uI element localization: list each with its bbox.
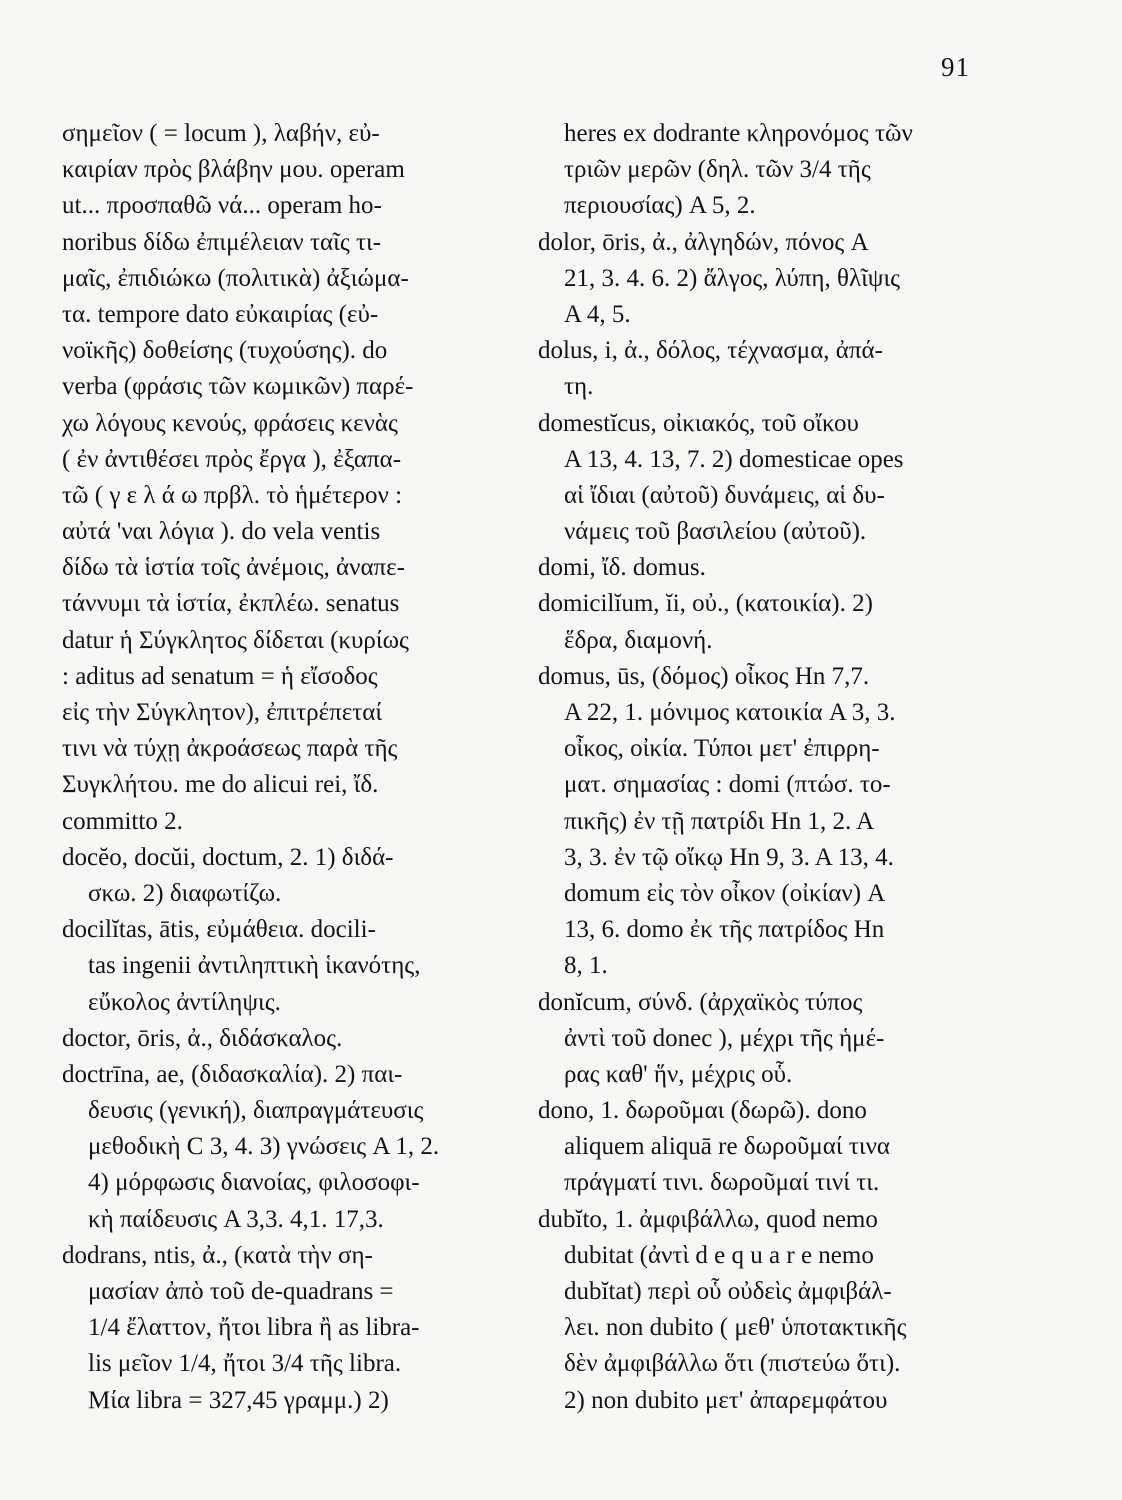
- text-line: heres ex dodrante κληρονόμος τῶν: [564, 120, 913, 147]
- entry-headword-line: dodrans, ntis, ἀ., (κατὰ τὴν ση-: [62, 1241, 373, 1269]
- entry-headword-line: dolus, i, ἀ., δόλος, τέχνασμα, ἀπά-: [538, 337, 883, 365]
- text-line: εὔκολος ἀντίληψις.: [88, 988, 281, 1016]
- text-line: τῶ ( γ ε λ ά ω πρβλ. τὸ ἡμέτερον :: [62, 481, 403, 509]
- text-line: domum εἰς τὸν οἶκον (οἰκίαν) A: [564, 879, 886, 907]
- entry-headword-line: domi, ἴδ. domus.: [538, 554, 706, 582]
- text-line: 8, 1.: [564, 952, 608, 980]
- text-line: εἰς τὴν Σύγκλητον), ἐπιτρέπεταί: [62, 699, 383, 726]
- text-line: aliquem aliquā re δωροῦμαί τινα: [564, 1133, 891, 1161]
- text-line: τινι νὰ τύχῃ ἀκροάσεως παρὰ τῆς: [62, 735, 398, 763]
- text-line: Συγκλήτου. me do alicui rei, ἴδ.: [62, 771, 379, 799]
- text-line: ρας καθ' ἥν, μέχρις οὗ.: [564, 1060, 793, 1088]
- entry-headword-line: dono, 1. δωροῦμαι (δωρῶ). dono: [538, 1097, 867, 1125]
- left-column: [62, 116, 495, 1419]
- text-line: A 4, 5.: [564, 300, 631, 328]
- text-line: A 22, 1. μόνιμος κατοικία A 3, 3.: [564, 699, 896, 726]
- text-line: ut... προσπαθῶ νά... operam ho-: [62, 192, 382, 220]
- text-line: lis μεῖον 1/4, ἤτοι 3/4 τῆς libra.: [88, 1350, 402, 1378]
- text-line: μαῖς, ἐπιδιώκω (πολιτικὰ) ἀξιώμα-: [62, 264, 409, 292]
- text-line: χω λόγους κενούς, φράσεις κενὰς: [62, 409, 398, 437]
- text-line: 21, 3. 4. 6. 2) ἄλγος, λύπη, θλῖψις: [564, 264, 901, 292]
- text-line: dubĭtat) περὶ οὗ οὐδεὶς ἀμφιβάλ-: [564, 1278, 892, 1305]
- text-line: dubitat (ἀντὶ d e q u a r e nemo: [564, 1241, 874, 1269]
- text-line: κὴ παίδευσις A 3,3. 4,1. 17,3.: [88, 1205, 384, 1233]
- text-line: οἶκος, οἰκία. Τύποι μετ' ἐπιρρη-: [564, 735, 880, 763]
- text-line: ματ. σημασίας : domi (πτώσ. το-: [564, 771, 891, 799]
- entry-headword-line: domestĭcus, οἰκιακός, τοῦ οἴκου: [538, 409, 859, 437]
- entry-headword-line: domicilĭum, ĭi, οὐ., (κατοικία). 2): [538, 590, 873, 618]
- text-line: σημεῖον ( = locum ), λαβήν, εὐ-: [62, 120, 380, 147]
- entry-headword-line: doctor, ōris, ἀ., διδάσκαλος.: [62, 1024, 343, 1052]
- text-line: 1/4 ἔλαττον, ἤτοι libra ἢ as libra-: [88, 1314, 420, 1342]
- page-number: 91: [941, 52, 970, 82]
- text-line: A 13, 4. 13, 7. 2) domesticae opes: [564, 445, 904, 473]
- text-line: δευσις (γενική), διαπραγμάτευσις: [88, 1097, 424, 1125]
- entry-headword-line: dubĭto, 1. ἀμφιβάλλω, quod nemo: [538, 1205, 878, 1233]
- text-line: tas ingenii ἀντιληπτικὴ ἱκανότης,: [88, 952, 421, 980]
- right-column: [538, 116, 974, 1419]
- text-line: πικῆς) ἐν τῇ πατρίδι Hn 1, 2. A: [564, 807, 875, 835]
- text-line: 4) μόρφωσις διανοίας, φιλοσοφι-: [88, 1169, 420, 1197]
- text-line: ἀντὶ τοῦ donec ), μέχρι τῆς ἡμέ-: [564, 1024, 885, 1052]
- text-line: datur ἡ Σύγκλητος δίδεται (κυρίως: [62, 626, 409, 654]
- text-line: τριῶν μερῶν (δηλ. τῶν 3/4 τῆς: [564, 156, 871, 184]
- text-line: 3, 3. ἐν τῷ οἴκῳ Hn 9, 3. A 13, 4.: [564, 843, 894, 871]
- text-line: δὲν ἀμφιβάλλω ὅτι (πιστεύω ὅτι).: [564, 1350, 901, 1378]
- text-line: τα. tempore dato εὐκαιρίας (εὐ-: [62, 300, 379, 328]
- entry-headword-line: doctrīna, ae, (διδασκαλία). 2) παι-: [62, 1060, 403, 1088]
- text-line: ( ἐν ἀντιθέσει πρὸς ἔργα ), ἐξαπα-: [62, 445, 402, 473]
- text-line: noribus δίδω ἐπιμέλειαν ταῖς τι-: [62, 228, 382, 256]
- text-line: ἕδρα, διαμονή.: [564, 626, 713, 654]
- text-line: λει. non dubito ( μεθ' ὑποτακτικῆς: [564, 1314, 907, 1342]
- text-line: 13, 6. domo ἐκ τῆς πατρίδος Hn: [564, 916, 885, 944]
- text-line: 2) non dubito μετ' ἀπαρεμφάτου: [564, 1386, 888, 1414]
- text-line: σκω. 2) διαφωτίζω.: [88, 879, 282, 907]
- entry-headword-line: domus, ūs, (δόμος) οἶκος Hn 7,7.: [538, 662, 870, 690]
- text-line: : aditus ad senatum = ἡ εἴσοδος: [62, 662, 378, 690]
- text-line: νοϊκῆς) δοθείσης (τυχούσης). do: [62, 337, 388, 365]
- text-line: πράγματί τινι. δωροῦμαί τινί τι.: [564, 1169, 880, 1197]
- text-line: περιουσίας) A 5, 2.: [564, 192, 756, 220]
- entry-headword-line: docĕo, docŭi, doctum, 2. 1) διδά-: [62, 843, 394, 871]
- text-line: Μία libra = 327,45 γραμμ.) 2): [88, 1386, 389, 1414]
- text-line: τάννυμι τὰ ἱστία, ἐκπλέω. senatus: [62, 590, 400, 618]
- text-line: νάμεις τοῦ βασιλείου (αὐτοῦ).: [564, 518, 867, 546]
- entry-headword-line: dolor, ōris, ἀ., ἀλγηδών, πόνος A: [538, 228, 869, 256]
- text-line: μασίαν ἀπὸ τοῦ de-quadrans =: [88, 1278, 394, 1305]
- entry-headword-line: donĭcum, σύνδ. (ἀρχαϊκὸς τύπος: [538, 988, 863, 1016]
- text-line: δίδω τὰ ἱστία τοῖς ἀνέμοις, ἀναπε-: [62, 554, 406, 582]
- text-line: τη.: [564, 373, 594, 401]
- text-line: verba (φράσις τῶν κωμικῶν) παρέ-: [62, 373, 414, 401]
- text-line: αἱ ἴδιαι (αὐτοῦ) δυνάμεις, αἱ δυ-: [564, 481, 885, 509]
- text-line: αὐτά 'ναι λόγια ). do vela ventis: [62, 518, 381, 546]
- text-line: committo 2.: [62, 807, 183, 835]
- entry-headword-line: docilĭtas, ātis, εὐμάθεια. docili-: [62, 916, 376, 944]
- text-line: μεθοδικὴ C 3, 4. 3) γνώσεις A 1, 2.: [88, 1133, 440, 1161]
- text-line: καιρίαν πρὸς βλάβην μου. operam: [62, 156, 405, 184]
